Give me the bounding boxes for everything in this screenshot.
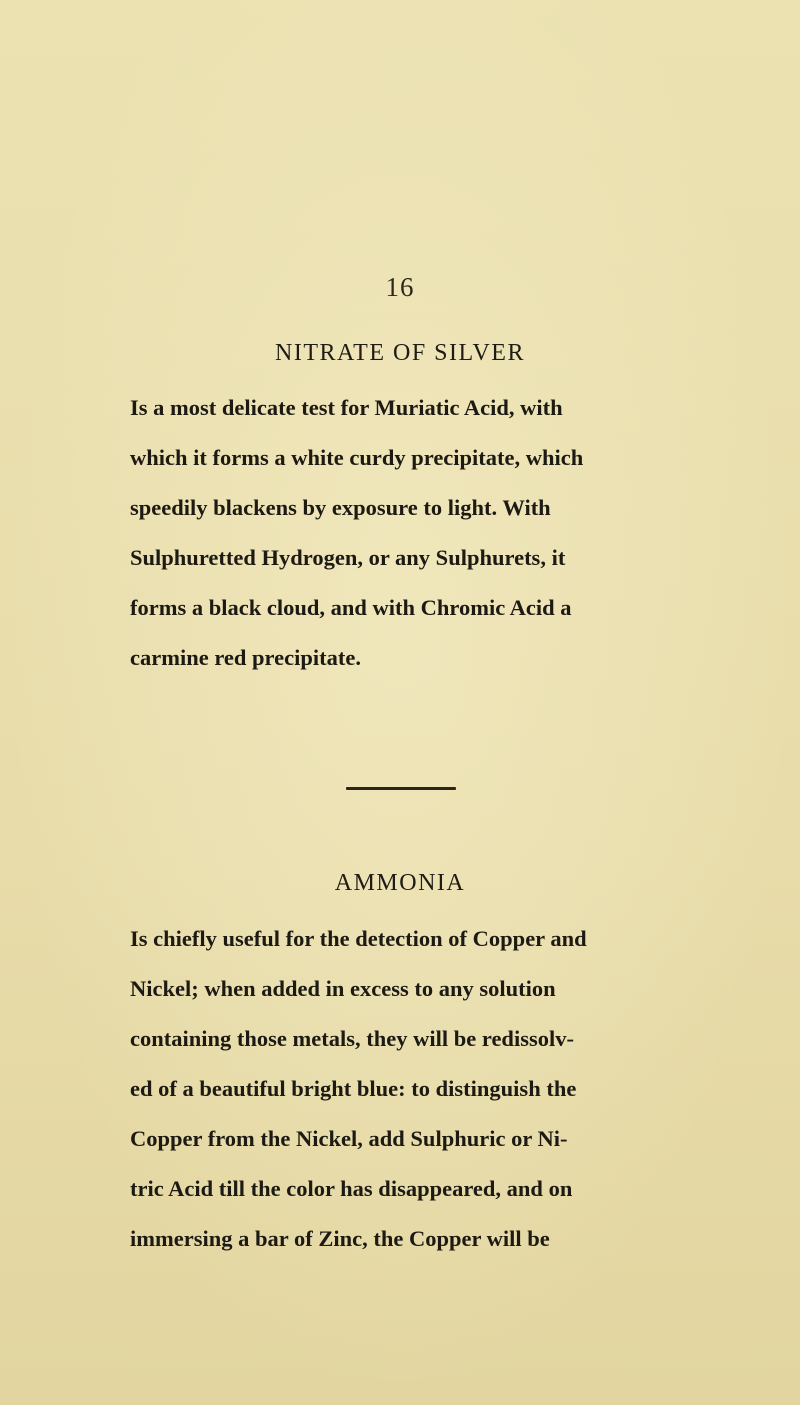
section-divider-rule [346,787,456,790]
section-heading-nitrate-of-silver: NITRATE OF SILVER [275,340,525,366]
text-line: Is a most delicate test for Muriatic Acid, with [130,395,563,420]
text-line: ed of a beautiful bright blue: to distinguish the [130,1076,577,1101]
text-line: Sulphuretted Hydrogen, or any Sulphurets, it [130,545,566,570]
text-line: which it forms a white curdy precipitate, which [130,445,584,470]
paragraph-ammonia [130,914,660,1264]
page-number: 16 [385,272,415,302]
text-line: Is chiefly useful for the detection of Copper and [130,926,587,951]
text-line: tric Acid till the color has disappeared, and on [130,1176,573,1201]
text-line: immersing a bar of Zinc, the Copper will be [130,1226,550,1251]
text-line: carmine red precipitate. [130,645,361,670]
text-line: Nickel; when added in excess to any solution [130,976,556,1001]
section-heading-ammonia: AMMONIA [334,870,466,896]
paragraph-nitrate-of-silver [130,383,660,683]
text-line: speedily blackens by exposure to light. With [130,495,551,520]
text-line: forms a black cloud, and with Chromic Acid a [130,595,572,620]
text-line: Copper from the Nickel, add Sulphuric or Ni- [130,1126,568,1151]
text-line: containing those metals, they will be redissolv- [130,1026,574,1051]
